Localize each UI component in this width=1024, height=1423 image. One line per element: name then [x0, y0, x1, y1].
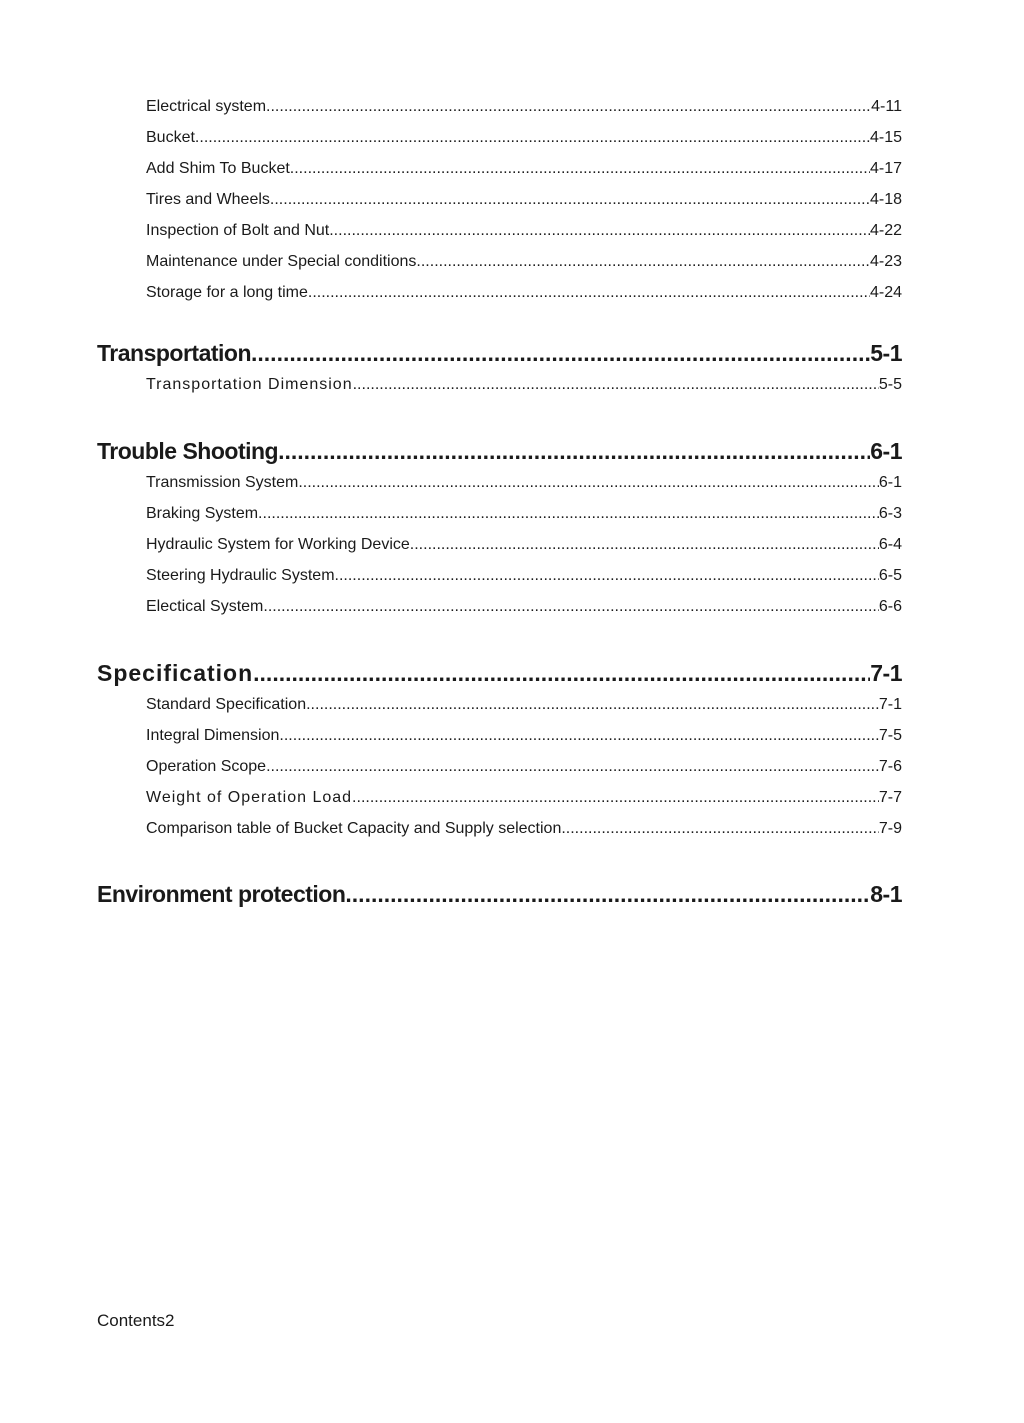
toc-chapter-label: Trouble Shooting — [97, 438, 279, 464]
toc-entry-label: Hydraulic System for Working Device — [146, 536, 410, 553]
toc-entry-label: Braking System — [146, 505, 259, 522]
toc-chapter-page: 8-1 — [870, 881, 902, 907]
dot-leader — [561, 818, 879, 840]
toc-entry-page: 7-1 — [878, 696, 902, 713]
toc-chapter-specification[interactable] — [97, 658, 902, 688]
toc-entry[interactable] — [146, 189, 902, 211]
toc-entry-page: 7-5 — [878, 727, 902, 744]
toc-entry[interactable] — [146, 565, 902, 587]
dot-leader — [345, 879, 870, 909]
toc-entry-label: Storage for a long time — [146, 284, 308, 301]
toc-entry-page: 6-5 — [878, 567, 902, 584]
toc-chapter-page: 7-1 — [870, 660, 902, 686]
toc-entry-label: Tires and Wheels — [146, 191, 270, 208]
toc-entry-page: 4-23 — [869, 253, 902, 270]
toc-entry-page: 4-17 — [869, 160, 902, 177]
toc-chapter-page: 5-1 — [870, 340, 902, 366]
toc-entry-label: Electical System — [146, 598, 264, 615]
dot-leader — [266, 756, 879, 778]
toc-entry-page: 7-9 — [878, 820, 902, 837]
toc-entry-label: Add Shim To Bucket — [146, 160, 290, 177]
toc-entry[interactable] — [146, 96, 902, 118]
toc-entry[interactable] — [146, 596, 902, 618]
toc-entry-page: 4-24 — [869, 284, 902, 301]
toc-entry-label: Comparison table of Bucket Capacity and Supply selection — [146, 820, 562, 837]
toc-entry-label: Transportation Dimension — [146, 376, 353, 393]
toc-entry[interactable] — [146, 374, 902, 396]
page-footer-label: Contents2 — [97, 1311, 175, 1330]
dot-leader — [298, 472, 879, 494]
toc-entry-page: 6-3 — [878, 505, 902, 522]
toc-chapter-label: Specification — [97, 660, 254, 686]
toc-chapter-environment-protection[interactable] — [97, 879, 902, 909]
toc-entry[interactable] — [146, 220, 902, 242]
toc-entry-label: Electrical system — [146, 98, 267, 115]
toc-entry-page: 4-22 — [869, 222, 902, 239]
toc-entry-page: 6-1 — [878, 474, 902, 491]
toc-chapter-label: Transportation — [97, 340, 252, 366]
toc-entry-label: Steering Hydraulic System — [146, 567, 335, 584]
toc-entry[interactable] — [146, 756, 902, 778]
toc-entry[interactable] — [146, 534, 902, 556]
toc-entry[interactable] — [146, 251, 902, 273]
toc-entry-label: Operation Scope — [146, 758, 267, 775]
dot-leader — [335, 565, 879, 587]
toc-entry[interactable] — [146, 787, 902, 809]
toc-entry-page: 7-7 — [878, 789, 902, 806]
dot-leader — [258, 503, 879, 525]
dot-leader — [278, 436, 870, 466]
toc-entry-label: Transmission System — [146, 474, 299, 491]
toc-entry-page: 6-4 — [878, 536, 902, 553]
toc-entry-label: Bucket — [146, 129, 195, 146]
toc-entry-page: 4-15 — [869, 129, 902, 146]
toc-chapter-transportation[interactable] — [97, 338, 902, 368]
dot-leader — [266, 96, 871, 118]
toc-entry[interactable] — [146, 503, 902, 525]
toc-entry-label: Maintenance under Special conditions — [146, 253, 417, 270]
toc-entry-page: 7-6 — [878, 758, 902, 775]
toc-chapter-trouble-shooting[interactable] — [97, 436, 902, 466]
toc-entry[interactable] — [146, 472, 902, 494]
dot-leader — [253, 658, 870, 688]
dot-leader — [329, 220, 870, 242]
dot-leader — [353, 374, 879, 396]
dot-leader — [251, 338, 870, 368]
toc-entry[interactable] — [146, 818, 902, 840]
dot-leader — [290, 158, 870, 180]
toc-entry-page: 4-18 — [869, 191, 902, 208]
toc-entry-page: 4-11 — [871, 98, 902, 115]
dot-leader — [270, 189, 870, 211]
toc-entry[interactable] — [146, 694, 902, 716]
toc-entry[interactable] — [146, 127, 902, 149]
dot-leader — [308, 282, 870, 304]
toc-entry[interactable] — [146, 725, 902, 747]
dot-leader — [279, 725, 878, 747]
dot-leader — [195, 127, 870, 149]
dot-leader — [263, 596, 879, 618]
dot-leader — [410, 534, 879, 556]
dot-leader — [416, 251, 870, 273]
toc-chapter-label: Environment protection — [97, 881, 346, 907]
toc-entry-page: 5-5 — [878, 376, 902, 393]
toc-entry-page: 6-6 — [878, 598, 902, 615]
dot-leader — [352, 787, 879, 809]
toc-entry[interactable] — [146, 282, 902, 304]
toc-entry-label: Weight of Operation Load — [146, 789, 353, 806]
toc-chapter-page: 6-1 — [870, 438, 902, 464]
toc-entry-label: Integral Dimension — [146, 727, 280, 744]
toc-entry-label: Standard Specification — [146, 696, 307, 713]
toc-entry-label: Inspection of Bolt and Nut — [146, 222, 330, 239]
dot-leader — [306, 694, 879, 716]
toc-entry[interactable] — [146, 158, 902, 180]
